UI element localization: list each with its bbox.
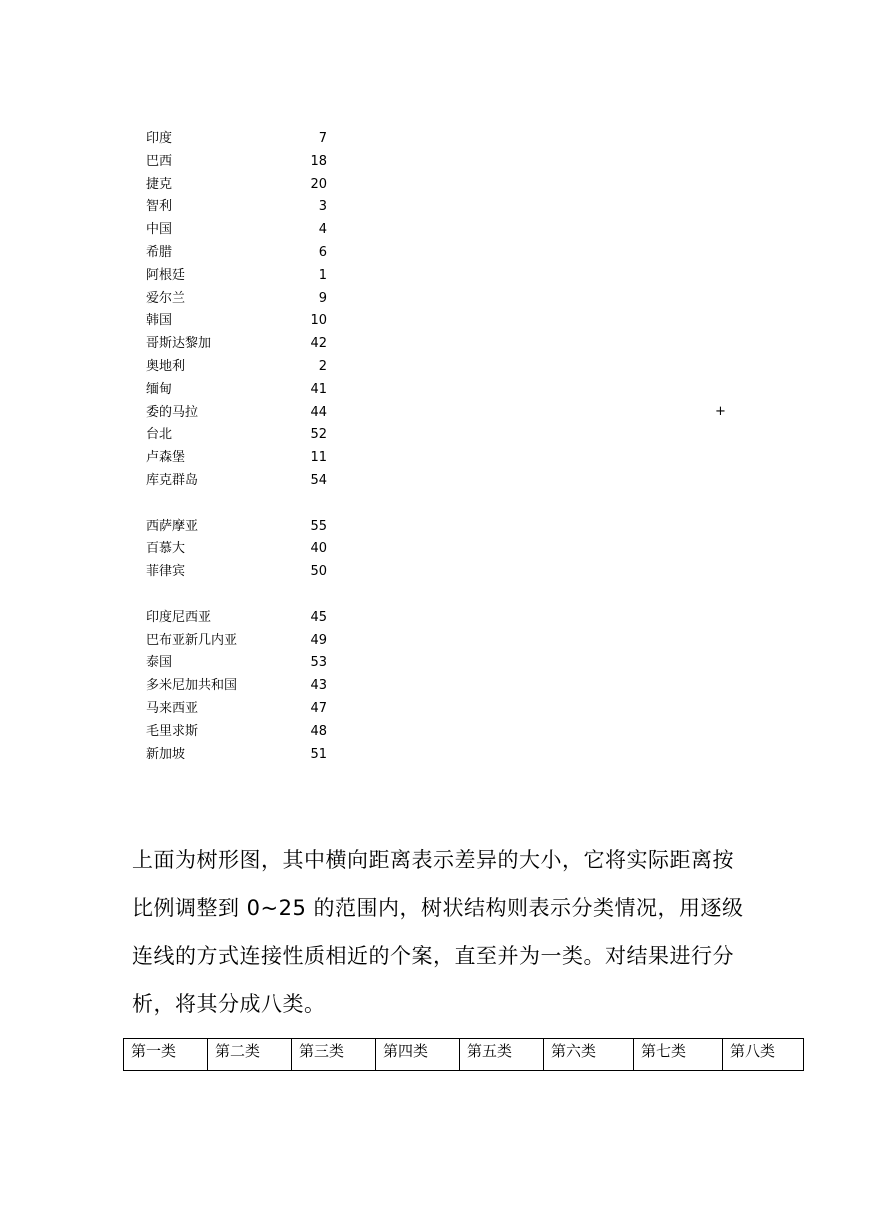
- classification-table: [123, 1038, 804, 1071]
- case-name: 新加坡: [146, 746, 186, 762]
- case-name: 巴布亚新几内亚: [146, 632, 238, 648]
- case-name: 中国: [146, 222, 173, 238]
- case-name: 泰国: [146, 655, 173, 671]
- case-row: [146, 424, 336, 447]
- table-cell-class-4: 第四类: [376, 1039, 460, 1071]
- case-row: [146, 698, 336, 721]
- table-cell-class-5: 第五类: [460, 1039, 544, 1071]
- case-number: 3: [318, 199, 327, 215]
- case-number: 9: [318, 290, 327, 306]
- case-row: [146, 333, 336, 356]
- case-name: 巴西: [146, 153, 173, 169]
- case-row: [146, 219, 336, 242]
- case-number: 11: [310, 450, 327, 466]
- case-row: [146, 356, 336, 379]
- table-row: [124, 1039, 804, 1071]
- case-number: 10: [310, 313, 327, 329]
- case-number: 44: [310, 404, 327, 420]
- case-name: 捷克: [146, 176, 173, 192]
- table-cell-class-6: 第六类: [544, 1039, 634, 1071]
- case-number: 42: [310, 336, 327, 352]
- case-name: 韩国: [146, 313, 173, 329]
- case-number: 40: [310, 541, 327, 557]
- case-name: 希腊: [146, 244, 173, 260]
- case-name: 缅甸: [146, 381, 173, 397]
- case-number: 2: [318, 358, 327, 374]
- case-row: [146, 196, 336, 219]
- case-row: [146, 470, 336, 493]
- dendrogram-plus-mark: +: [715, 404, 726, 419]
- case-name: 委的马拉: [146, 404, 199, 420]
- case-number: 45: [310, 609, 327, 625]
- case-row: [146, 721, 336, 744]
- case-number: 20: [310, 176, 327, 192]
- case-number: 48: [310, 723, 327, 739]
- case-row: [146, 744, 336, 767]
- case-name: 多米尼加共和国: [146, 678, 238, 694]
- case-row: [146, 128, 336, 151]
- case-number: 47: [310, 700, 327, 716]
- case-name: 印度: [146, 131, 173, 146]
- case-row: [146, 607, 336, 630]
- dendrogram-case-list: [146, 128, 336, 766]
- case-row: [146, 538, 336, 561]
- table-cell-class-1: 第一类: [124, 1039, 208, 1071]
- case-name: 西萨摩亚: [146, 518, 199, 534]
- case-number: 43: [310, 678, 327, 694]
- case-row: [146, 516, 336, 539]
- case-name: 智利: [146, 199, 173, 215]
- case-row: [146, 379, 336, 402]
- case-name: 阿根廷: [146, 267, 186, 283]
- case-row: [146, 630, 336, 653]
- explanation-paragraph: 上面为树形图，其中横向距离表示差异的大小，它将实际距离按比例调整到 0~25 的范围内，树状结构则表示分类情况，用逐级连线的方式连接性质相近的个案，直至并为一类。对结果进行分析，将其分成八类。: [132, 848, 744, 1016]
- case-row: [146, 288, 336, 311]
- case-name: 百慕大: [146, 541, 186, 557]
- case-row: [146, 447, 336, 470]
- case-name: 毛里求斯: [146, 723, 199, 739]
- case-number: 7: [318, 131, 327, 146]
- case-row: [146, 402, 336, 425]
- case-number: 55: [310, 518, 327, 534]
- case-name: 卢森堡: [146, 450, 186, 466]
- case-number: 50: [310, 564, 327, 580]
- case-name: 马来西亚: [146, 700, 199, 716]
- case-row: [146, 675, 336, 698]
- case-number: 53: [310, 655, 327, 671]
- case-number: 1: [318, 267, 327, 283]
- case-row: [146, 242, 336, 265]
- row-gap: [146, 493, 336, 516]
- row-gap: [146, 584, 336, 607]
- case-number: 51: [310, 746, 327, 762]
- case-number: 41: [310, 381, 327, 397]
- table-cell-class-8: 第八类: [723, 1039, 804, 1071]
- case-name: 奥地利: [146, 358, 186, 374]
- case-row: [146, 151, 336, 174]
- case-name: 爱尔兰: [146, 290, 186, 306]
- case-number: 4: [318, 222, 327, 238]
- case-number: 6: [318, 244, 327, 260]
- case-row: [146, 310, 336, 333]
- table-cell-class-7: 第七类: [634, 1039, 723, 1071]
- case-name: 菲律宾: [146, 564, 186, 580]
- table-cell-class-3: 第三类: [292, 1039, 376, 1071]
- case-row: [146, 265, 336, 288]
- case-number: 18: [310, 153, 327, 169]
- case-name: 印度尼西亚: [146, 609, 212, 625]
- case-row: [146, 561, 336, 584]
- case-name: 哥斯达黎加: [146, 336, 212, 352]
- case-number: 52: [310, 427, 327, 443]
- case-row: [146, 652, 336, 675]
- table-cell-class-2: 第二类: [208, 1039, 292, 1071]
- case-row: [146, 174, 336, 197]
- case-number: 54: [310, 472, 327, 488]
- case-name: 库克群岛: [146, 472, 199, 488]
- case-number: 49: [310, 632, 327, 648]
- case-name: 台北: [146, 427, 173, 443]
